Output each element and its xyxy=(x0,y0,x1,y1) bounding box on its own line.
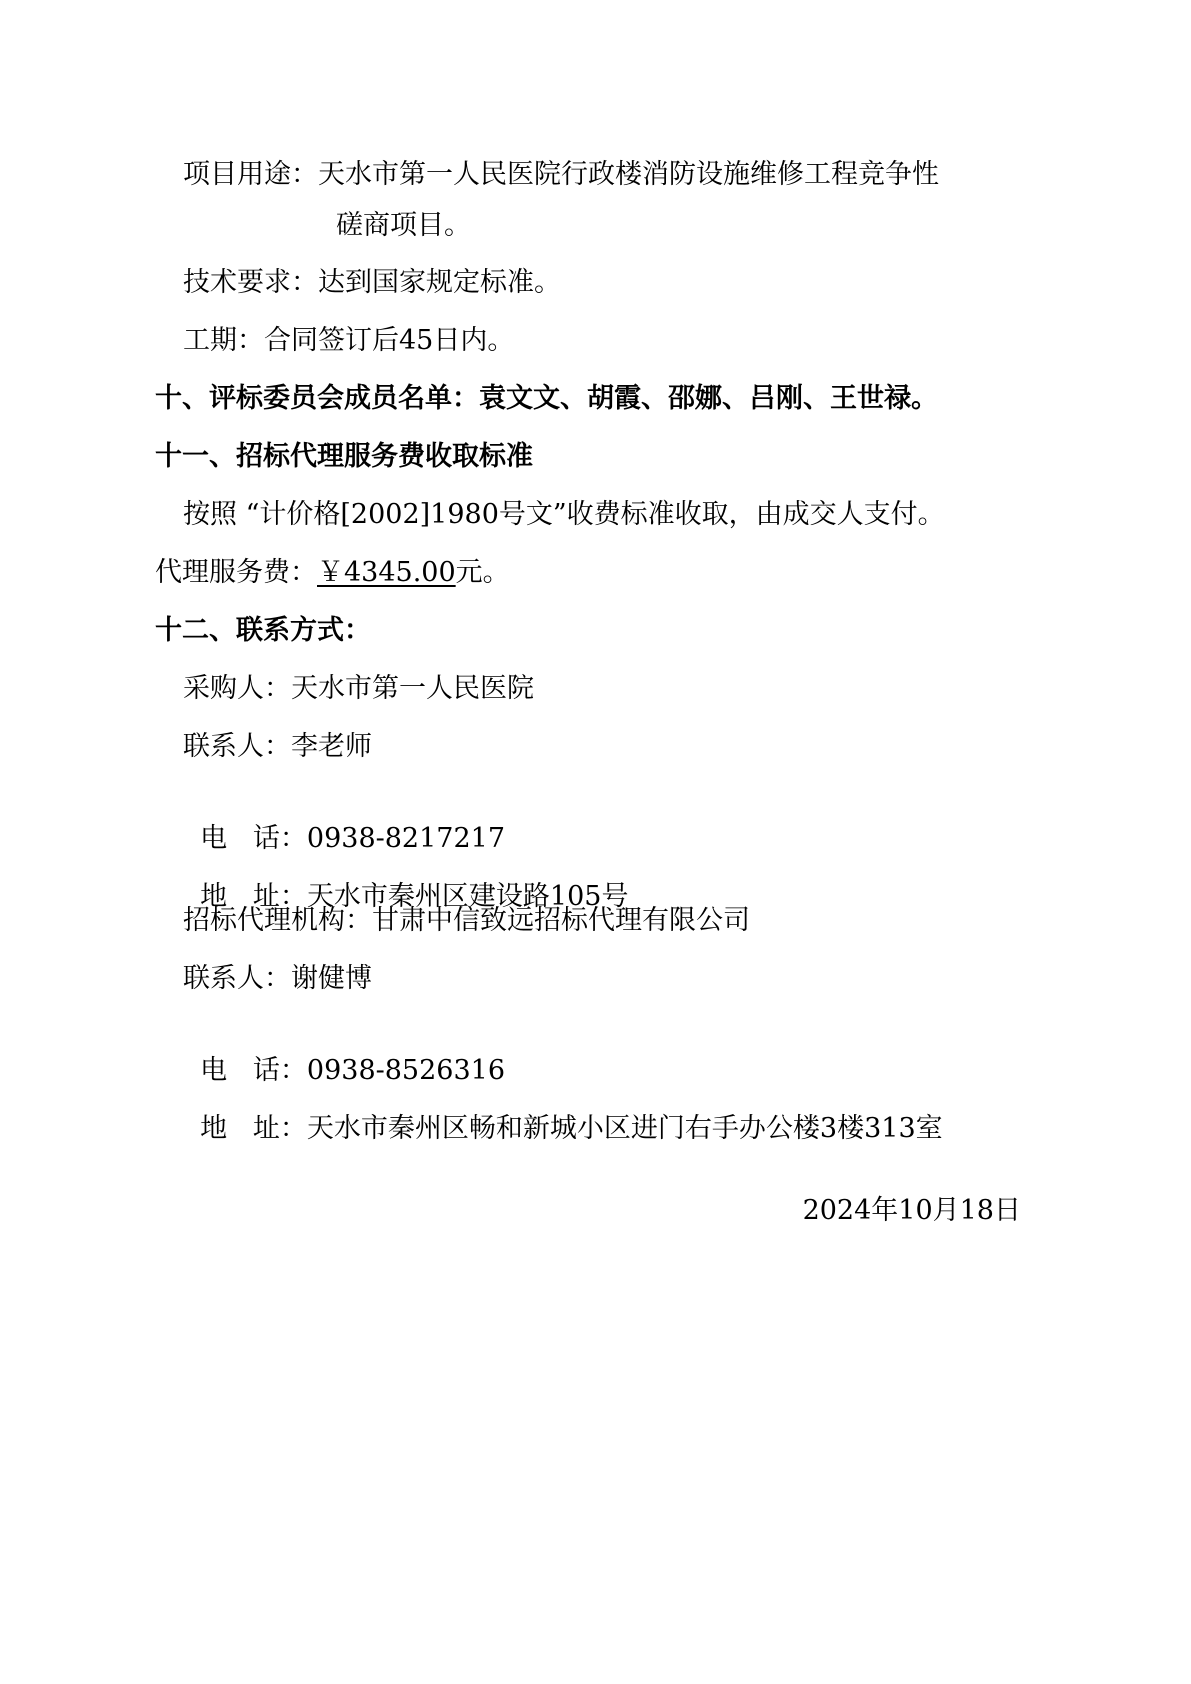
agency-address-value: 天水市秦州区畅和新城小区进门右手办公楼3楼313室 xyxy=(306,1113,943,1144)
purchaser-line xyxy=(183,672,534,706)
agency-label: 招标代理机构： xyxy=(183,905,372,936)
agency-contact-label: 联系人： xyxy=(183,963,291,994)
work-period-text: 合同签订后45日内。 xyxy=(264,325,515,356)
agency-fee-line xyxy=(155,556,510,590)
purchaser-contact-line xyxy=(183,730,372,764)
purchaser-phone-label: 电 话： xyxy=(200,823,307,854)
tech-requirement-text: 达到国家规定标准。 xyxy=(318,267,561,298)
section11-heading: 十一、招标代理服务费收取标准 xyxy=(155,441,533,472)
section12-heading: 十二、联系方式： xyxy=(155,615,371,646)
purchaser-phone-value: 0938-8217217 xyxy=(306,823,506,854)
project-use-line xyxy=(183,158,939,192)
section10-heading: 十、评标委员会成员名单：袁文文、胡霞、邵娜、吕刚、王世禄。 xyxy=(155,383,938,414)
tech-requirement-line xyxy=(183,266,561,300)
purchaser-contact-value: 李老师 xyxy=(291,731,372,762)
purchaser-contact-label: 联系人： xyxy=(183,731,291,762)
agency-phone-label: 电 话： xyxy=(200,1055,307,1086)
tech-requirement-label: 技术要求： xyxy=(183,267,318,298)
project-use-label: 项目用途： xyxy=(183,159,318,190)
fee-standard-text: 按照 “计价格[2002]1980号文”收费标准收取，由成交人支付。 xyxy=(183,499,945,530)
purchaser-address-value: 天水市秦州区建设路105号 xyxy=(306,881,629,912)
agency-phone-value: 0938-8526316 xyxy=(306,1055,506,1086)
agency-address-line xyxy=(183,1078,943,1146)
agency-fee-label: 代理服务费： xyxy=(155,557,317,588)
agency-address-label: 地 址： xyxy=(200,1113,307,1144)
agency-fee-unit: 元。 xyxy=(455,557,510,588)
work-period-line xyxy=(183,324,514,358)
agency-contact-line xyxy=(183,962,372,996)
project-use-text-continued: 磋商项目。 xyxy=(336,210,471,241)
work-period-label: 工期： xyxy=(183,325,264,356)
project-use-text: 天水市第一人民医院行政楼消防设施维修工程竞争性 xyxy=(318,159,939,190)
purchaser-label: 采购人： xyxy=(183,673,291,704)
agency-fee-value: ￥4345.00 xyxy=(317,557,456,588)
agency-contact-value: 谢健博 xyxy=(291,963,372,994)
agency-line xyxy=(183,904,750,938)
purchaser-value: 天水市第一人民医院 xyxy=(291,673,534,704)
purchaser-address-label: 地 址： xyxy=(200,881,307,912)
document-date: 2024年10月18日 xyxy=(802,1195,1021,1226)
project-use-line-continued xyxy=(336,209,471,243)
agency-value: 甘肃中信致远招标代理有限公司 xyxy=(372,905,750,936)
